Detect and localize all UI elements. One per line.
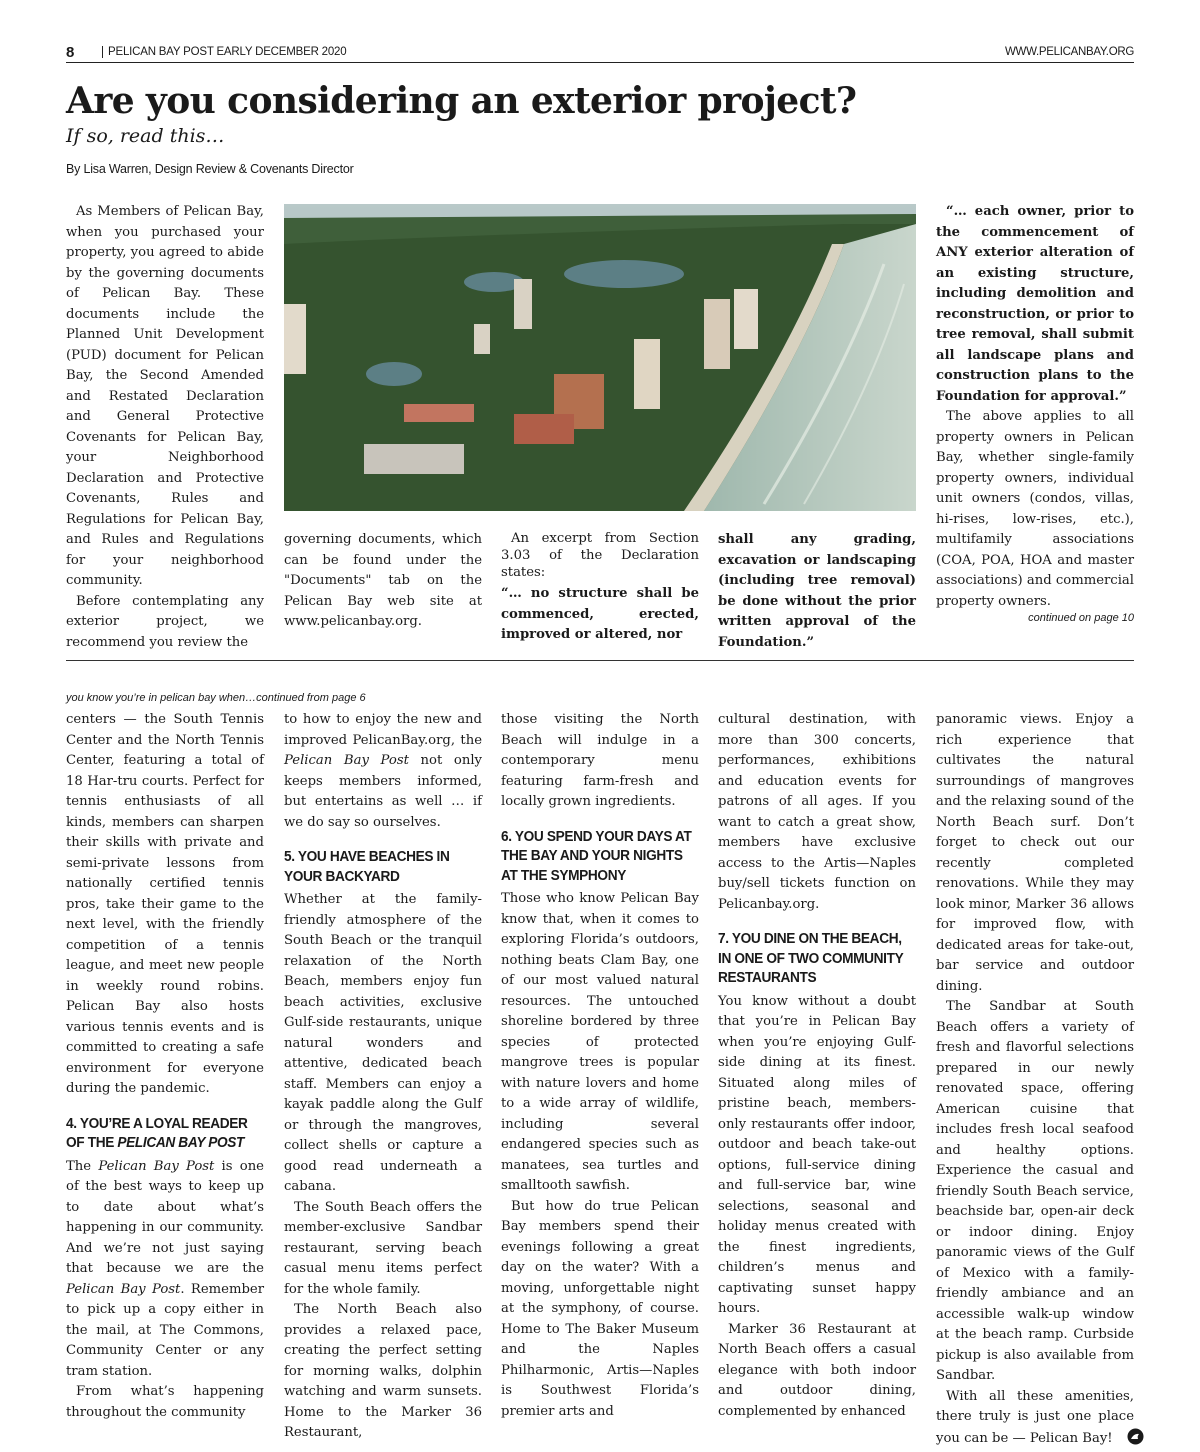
article-column-2	[284, 530, 482, 633]
paragraph: The Pelican Bay Post is one of the best ways to keep up to date about what’s happening in our community. And we’re not just saying that because we are the Pelican Bay Post. Remember to pick up a copy either in the mail, at The Commons, Community Center or any tram station.	[66, 1158, 264, 1379]
paragraph: governing documents, which can be found under the "Documents" tab on the Pelican Bay web site at www.pelicanbay.org.	[284, 532, 482, 629]
paragraph: those visiting the North Beach will indulge in a contemporary menu featuring farm-fresh and locally grown ingredients.	[501, 712, 699, 809]
lower-column-2	[284, 710, 482, 1444]
lower-column-3	[501, 710, 699, 1422]
article-column-1	[66, 202, 264, 653]
declaration-quote-continued: shall any grading, excavation or landscaping (including tree removal) be done without the prior written approval of the Foundation.”	[718, 532, 916, 650]
article-column-3	[501, 530, 699, 646]
owner-requirement-quote: “… each owner, prior to the commencement of ANY exterior alteration of an existing structure, including demolition and reconstruction, or prior to tree removal, shall submit all landscape plans and construction plans to the Foundation for approval.”	[936, 204, 1134, 404]
article-subtitle: If so, read this…	[66, 125, 225, 147]
paragraph: Whether at the family-friendly atmosphere of the South Beach or the tranquil relaxation of the North Beach, members enjoy fun beach activities, exclusive Gulf-side restaurants, unique natural wonders and attentive, dedicated beach staff. Members can enjoy a kayak paddle along the Gulf or through the mangroves, collect shells or capture a good read underneath a cabana.	[284, 892, 482, 1194]
paragraph: cultural destination, with more than 300 concerts, performances, exhibitions and education events for patrons of all ages. If you want to catch a great show, members have exclusive access to the Artis—Naples buy/sell tickets function on Pelicanbay.org.	[718, 712, 916, 912]
section-heading-6: 6. YOU SPEND YOUR DAYS AT THE BAY AND YOUR NIGHTS AT THE SYMPHONY	[501, 827, 692, 884]
paragraph: But how do true Pelican Bay members spend their evenings following a great day on the water? With a moving, unforgettable night at the symphony, of course. Home to The Baker Museum and the Naples Philharmonic, Artis—Naples is Southwest Florida’s premier arts and	[501, 1198, 699, 1419]
lower-column-5	[936, 710, 1134, 1449]
section-divider	[66, 660, 1134, 661]
article-column-4	[718, 530, 916, 653]
article-byline: By Lisa Warren, Design Review & Covenants Director	[66, 162, 354, 176]
website-url: WWW.PELICANBAY.ORG	[1004, 46, 1134, 58]
pelican-logo-icon	[1117, 1428, 1134, 1445]
page-header	[66, 44, 1134, 63]
paragraph: The above applies to all property owners in Pelican Bay, whether single-family property owners, individual unit owners (condos, villas, hi-rises, low-rises, etc.), multifamily associations (COA, POA, HOA and master associations) and commercial property owners.	[936, 409, 1134, 609]
article-column-5	[936, 202, 1134, 612]
paragraph: From what’s happening throughout the community	[66, 1384, 264, 1420]
paragraph: to how to enjoy the new and improved PelicanBay.org, the Pelican Bay Post not only keeps members informed, but entertains as well … if we do say so ourselves.	[284, 712, 482, 830]
paragraph: The North Beach also provides a relaxed pace, creating the perfect setting for morning walks, dolphin watching and warm sunsets. Home to the Marker 36 Restaurant,	[284, 1302, 482, 1440]
paragraph: The Sandbar at South Beach offers a variety of fresh and flavorful selections prepared in our newly renovated space, offering American cuisine that includes fresh local seafood and healthy options. Experience the casual and friendly South Beach service, beachside bar, open-air deck or indoor dining. Enjoy panoramic views of the Gulf of Mexico with a family-friendly ambiance and an accessible walk-up window at the beach ramp. Curbside pickup is also available from Sandbar.	[936, 999, 1134, 1383]
paragraph: The South Beach offers the member-exclusive Sandbar restaurant, serving beach casual menu items perfect for the whole family.	[284, 1199, 482, 1297]
paragraph: centers — the South Tennis Center and the North Tennis Center, featuring a total of 18 Har-tru courts. Perfect for tennis enthusiasts of all kinds, members can sharpen their skills with private and semi-private lessons from nationally certified tennis pros, take their game to the next level, with the friendly competition of a tennis league, and meet new people in weekly round robins. Pelican Bay also hosts various tennis events and is committed to creating a safe environment for everyone during the pandemic.	[66, 712, 264, 1096]
paragraph: As Members of Pelican Bay, when you purchased your property, you agreed to abide by the governing documents of Pelican Bay. These documents include the Planned Unit Development (PUD) document for Pelican Bay, the Second Amended and Restated Declaration and General Protective Covenants for Pelican Bay, your Neighborhood Declaration and Protective Covenants, Rules and Regulations for Pelican Bay, and Rules and Regulations for your neighborhood community.	[66, 204, 264, 588]
declaration-quote: “… no structure shall be commenced, erected, improved or altered, nor	[501, 586, 699, 642]
paragraph: You know without a doubt that you’re in Pelican Bay when you’re enjoying Gulf-side dining at its finest. Situated along miles of pristine beach, members-only restaurants offer indoor, outdoor and beach take-out options, full-service dining and full-service bar, wine selections, seasonal and holiday menus created with the finest ingredients, children’s menus and captivating sunset happy hours.	[718, 993, 916, 1316]
section-heading-5: 5. YOU HAVE BEACHES IN YOUR BACKYARD	[284, 848, 450, 885]
publication-name: PELICAN BAY POST EARLY DECEMBER 2020	[102, 46, 346, 58]
paragraph: Before contemplating any exterior project, we recommend you review the	[66, 593, 264, 650]
continued-on-line[interactable]: continued on page 10	[1028, 612, 1134, 624]
article-title: Are you considering an exterior project?	[66, 80, 857, 122]
paragraph: Marker 36 Restaurant at North Beach offers a casual elegance with both indoor and outdoor dining, complemented by enhanced	[718, 1321, 916, 1419]
lower-column-4	[718, 710, 916, 1422]
paragraph: panoramic views. Enjoy a rich experience that cultivates the natural surroundings of mangroves and the relaxing sound of the North Beach surf. Don’t forget to check out our recently completed renovations. While they may look minor, Marker 36 allows for improved flow, with dedicated areas for take-out, bar service and outdoor dining.	[936, 712, 1134, 994]
lower-column-1	[66, 710, 264, 1423]
continued-from-line[interactable]: you know you’re in pelican bay when…continued from page 6	[66, 692, 366, 704]
section-heading-4: 4. YOU’RE A LOYAL READER OF THE PELICAN BAY POST	[66, 1114, 248, 1151]
aerial-photo	[284, 204, 916, 511]
paragraph: With all these amenities, there truly is just one place you can be — Pelican Bay!	[936, 1387, 1134, 1450]
excerpt-intro: An excerpt from Section 3.03 of the Declaration states:	[501, 531, 699, 580]
paragraph: Those who know Pelican Bay know that, when it comes to exploring Florida’s outdoors, nothing beats Clam Bay, one of our most valued natural resources. The untouched shoreline bordered by three species of protected mangrove trees is popular with nature lovers and home to a wide array of wildlife, including several endangered species such as manatees, sea turtles and smalltooth sawfish.	[501, 891, 699, 1193]
section-heading-7: 7. YOU DINE ON THE BEACH, IN ONE OF TWO COMMUNITY RESTAURANTS	[718, 930, 904, 986]
page-number: 8	[66, 44, 75, 61]
